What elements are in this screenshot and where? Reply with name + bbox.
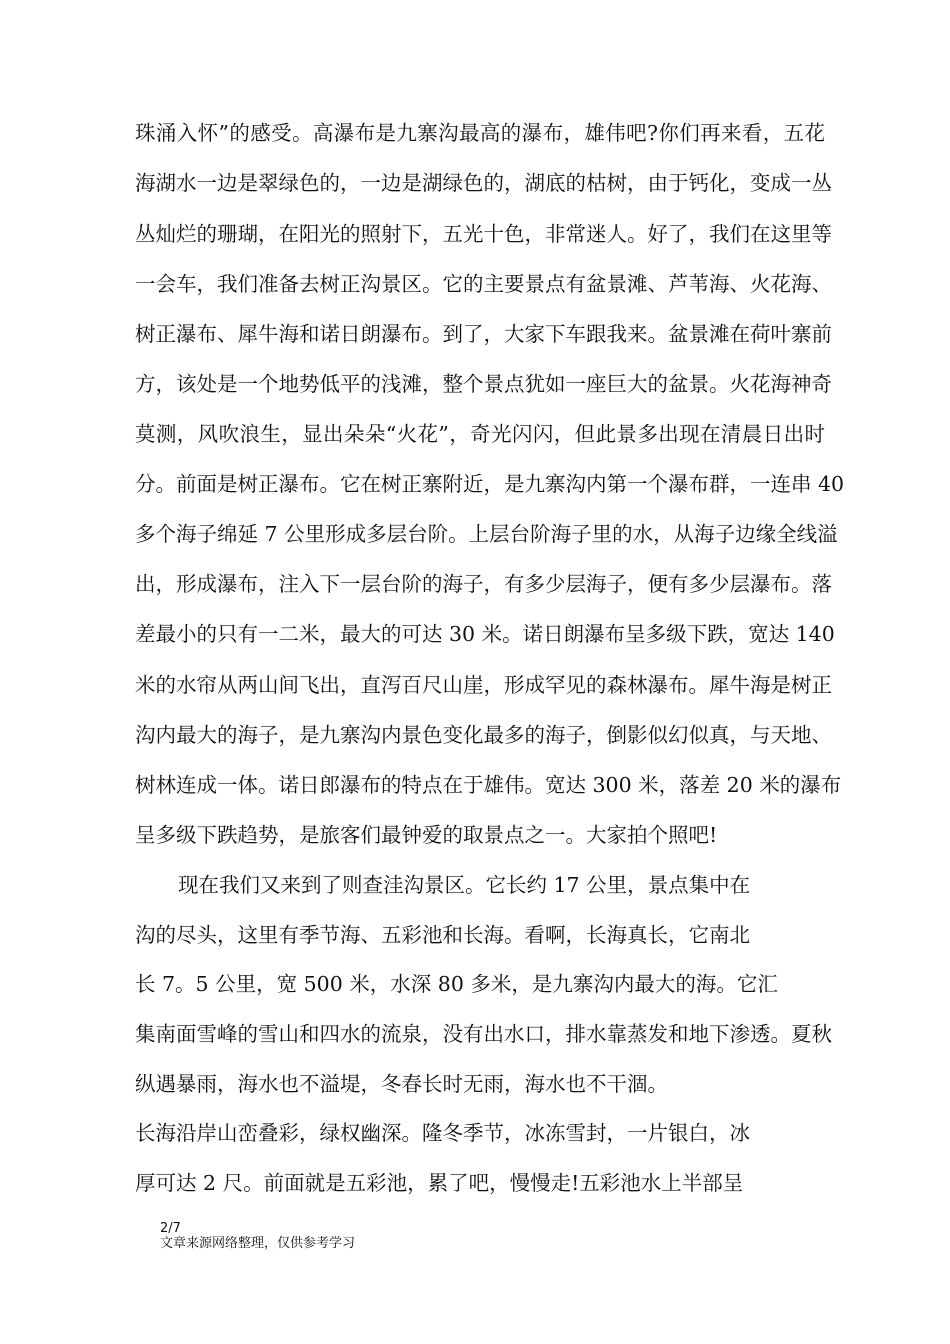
body-text-line: 珠涌入怀”的感受。高瀑布是九寨沟最高的瀑布，雄伟吧?你们再来看，五花 bbox=[135, 121, 825, 145]
body-text-line: 多个海子绵延 7 公里形成多层台阶。上层台阶海子里的水，从海子边缘全线溢 bbox=[135, 522, 838, 546]
body-text-line: 出，形成瀑布，注入下一层台阶的海子，有多少层海子，便有多少层瀑布。落 bbox=[135, 572, 832, 596]
body-text-line: 米的水帘从两山间飞出，直泻百尺山崖，形成罕见的森林瀑布。犀牛海是树正 bbox=[135, 673, 832, 697]
body-text-line: 差最小的只有一二米，最大的可达 30 米。诺日朗瀑布呈多级下跌，宽达 140 bbox=[135, 622, 835, 646]
body-text-line: 集南面雪峰的雪山和四水的流泉，没有出水口，排水靠蒸发和地下渗透。夏秋 bbox=[135, 1022, 832, 1046]
body-text-line: 厚可达 2 尺。前面就是五彩池，累了吧，慢慢走!五彩池水上半部呈 bbox=[135, 1171, 744, 1195]
page-number: 2/7 bbox=[160, 1221, 181, 1236]
body-text-line: 一会车，我们准备去树正沟景区。它的主要景点有盆景滩、芦苇海、火花海、 bbox=[135, 272, 832, 296]
paragraph-first-line: 现在我们又来到了则查洼沟景区。它长约 17 公里，景点集中在 bbox=[178, 873, 751, 897]
body-text-line: 丛灿烂的珊瑚，在阳光的照射下，五光十色，非常迷人。好了，我们在这里等 bbox=[135, 222, 832, 246]
footer-note: 文章来源网络整理，仅供参考学习 bbox=[160, 1236, 356, 1251]
body-text-line: 长海沿岸山峦叠彩，绿权幽深。隆冬季节，冰冻雪封，一片银白，冰 bbox=[135, 1121, 750, 1145]
body-text-line: 方，该处是一个地势低平的浅滩，整个景点犹如一座巨大的盆景。火花海神奇 bbox=[135, 372, 832, 396]
body-text-line: 树林连成一体。诺日郎瀑布的特点在于雄伟。宽达 300 米，落差 20 米的瀑布 bbox=[135, 773, 842, 797]
body-text-line: 长 7。5 公里，宽 500 米，水深 80 多米，是九寨沟内最大的海。它汇 bbox=[135, 972, 778, 996]
body-text-line: 分。前面是树正瀑布。它在树正寨附近，是九寨沟内第一个瀑布群，一连串 40 bbox=[135, 472, 845, 496]
body-text-line: 莫测，风吹浪生，显出朵朵“火花”，奇光闪闪，但此景多出现在清晨日出时 bbox=[135, 422, 825, 446]
body-text-line: 沟内最大的海子，是九寨沟内景色变化最多的海子，倒影似幻似真，与天地、 bbox=[135, 723, 832, 747]
body-text-line: 沟的尽头，这里有季节海、五彩池和长海。看啊，长海真长，它南北 bbox=[135, 923, 750, 947]
body-text-line: 海湖水一边是翠绿色的，一边是湖绿色的，湖底的枯树，由于钙化，变成一丛 bbox=[135, 171, 832, 195]
body-text-line: 树正瀑布、犀牛海和诺日朗瀑布。到了，大家下车跟我来。盆景滩在荷叶寨前 bbox=[135, 322, 832, 346]
body-text-line: 纵遇暴雨，海水也不溢堤，冬春长时无雨，海水也不干涸。 bbox=[135, 1072, 668, 1096]
body-text-line: 呈多级下跌趋势，是旅客们最钟爱的取景点之一。大家拍个照吧! bbox=[135, 823, 718, 847]
